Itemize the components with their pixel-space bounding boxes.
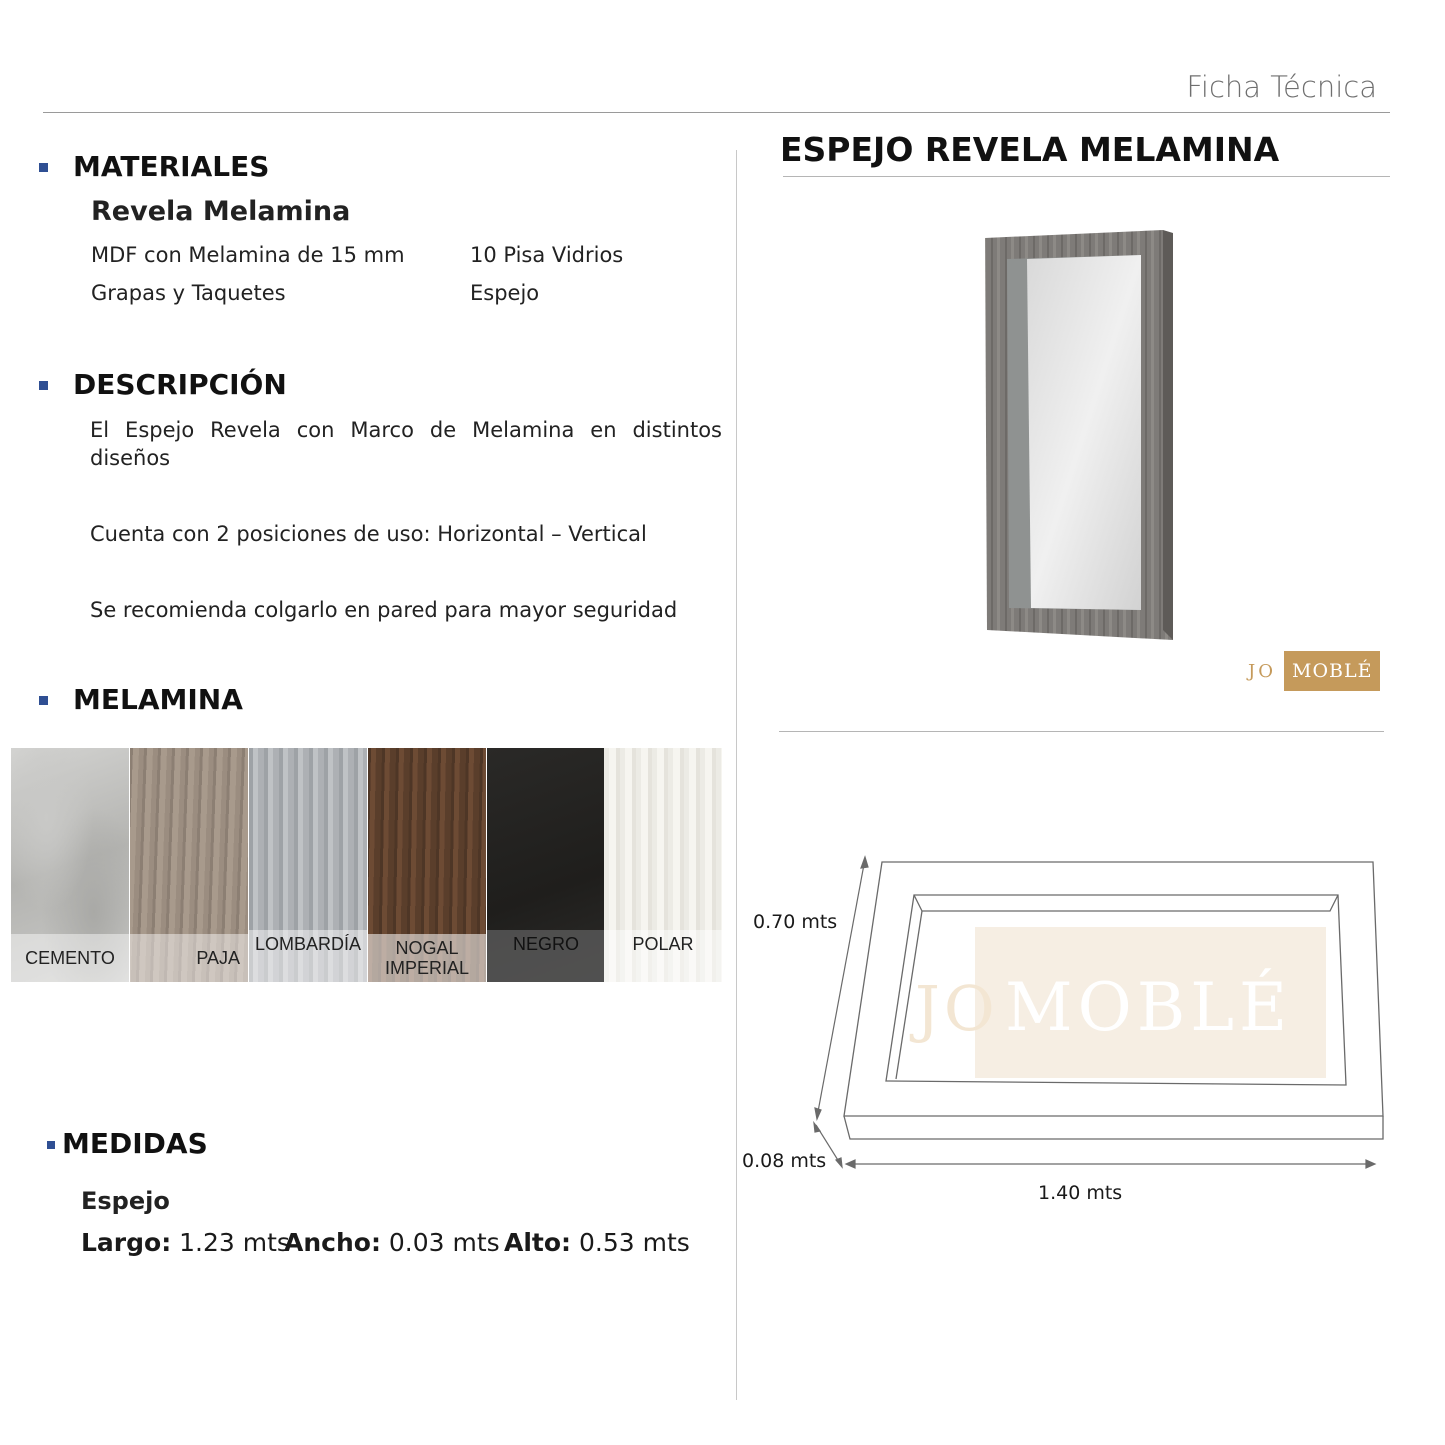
swatch-label: NOGAL IMPERIAL <box>368 934 486 982</box>
material-item: 10 Pisa Vidrios <box>470 243 624 267</box>
height-dimension-label: 0.70 mts <box>753 911 838 933</box>
measure-alto-value: 0.53 mts <box>579 1228 690 1257</box>
swatch-lombardia <box>249 748 367 982</box>
product-title: ESPEJO REVELA MELAMINA <box>780 130 1280 169</box>
swatch-label: CEMENTO <box>11 934 129 982</box>
swatch-label: PAJA <box>130 934 248 982</box>
measure-largo-value: 1.23 mts <box>179 1228 290 1257</box>
bullet-icon <box>39 696 48 705</box>
swatch-nogal-imperial <box>368 748 486 982</box>
mirror-product-image <box>975 225 1185 645</box>
measure-largo <box>81 1228 290 1257</box>
materiales-heading: MATERIALES <box>73 150 270 183</box>
arrow-head-icon <box>836 1158 842 1167</box>
bullet-icon <box>47 1141 55 1149</box>
arrow-head-icon <box>814 1123 820 1132</box>
inner-bevel-top <box>914 895 1338 911</box>
medidas-heading: MEDIDAS <box>62 1127 208 1160</box>
medidas-subtitle: Espejo <box>81 1187 170 1215</box>
description-paragraph: Cuenta con 2 posiciones de uso: Horizontal – Vertical <box>90 522 647 546</box>
measure-ancho-value: 0.03 mts <box>388 1228 500 1257</box>
depth-dimension-label: 0.08 mts <box>742 1150 827 1172</box>
brand-logo <box>1248 651 1380 691</box>
swatch-paja <box>130 748 248 982</box>
melamina-heading: MELAMINA <box>73 683 243 716</box>
header-divider <box>43 112 1390 113</box>
arrow-head-icon <box>846 1160 855 1168</box>
description-paragraph: El Espejo Revela con Marco de Melamina en distintos diseños <box>90 418 722 470</box>
section-divider <box>779 731 1384 732</box>
arrow-head-icon <box>861 857 868 868</box>
logo-jo-text: JO <box>1248 660 1276 682</box>
swatch-polar <box>604 748 722 982</box>
measure-ancho-label: Ancho: <box>284 1228 381 1257</box>
panel-thickness <box>844 1116 1383 1139</box>
watermark-jo-text: JO <box>915 972 999 1045</box>
description-paragraph: Se recomienda colgarlo en pared para mayor seguridad <box>90 598 678 622</box>
descripcion-heading: DESCRIPCIÓN <box>73 368 287 401</box>
bullet-icon <box>39 381 48 390</box>
material-item: MDF con Melamina de 15 mm <box>91 243 405 267</box>
page-header-title: Ficha Técnica <box>1186 70 1377 104</box>
arrow-head-icon <box>815 1108 821 1119</box>
logo-moble-text: MOBLÉ <box>1284 651 1380 691</box>
product-title-divider <box>783 176 1390 177</box>
bullet-icon <box>39 163 48 172</box>
watermark-moble-text: MOBLÉ <box>1005 969 1293 1046</box>
material-item: Grapas y Taquetes <box>91 281 286 305</box>
measure-ancho <box>284 1228 500 1257</box>
swatch-label: POLAR <box>604 930 722 982</box>
measure-alto <box>504 1228 690 1257</box>
width-dimension-label: 1.40 mts <box>1038 1182 1123 1204</box>
product-variant-name: Revela Melamina <box>91 196 351 227</box>
material-item: Espejo <box>470 281 540 305</box>
measure-largo-label: Largo: <box>81 1228 172 1257</box>
dimension-diagram <box>740 845 1400 1205</box>
swatch-negro <box>487 748 605 982</box>
swatch-label: NEGRO <box>487 930 605 982</box>
swatch-label: LOMBARDÍA <box>249 930 367 982</box>
swatch-cemento <box>11 748 129 982</box>
arrow-head-icon <box>1366 1160 1375 1168</box>
height-dimension-line <box>817 859 865 1117</box>
measure-alto-label: Alto: <box>504 1228 572 1257</box>
column-divider <box>736 150 737 1400</box>
